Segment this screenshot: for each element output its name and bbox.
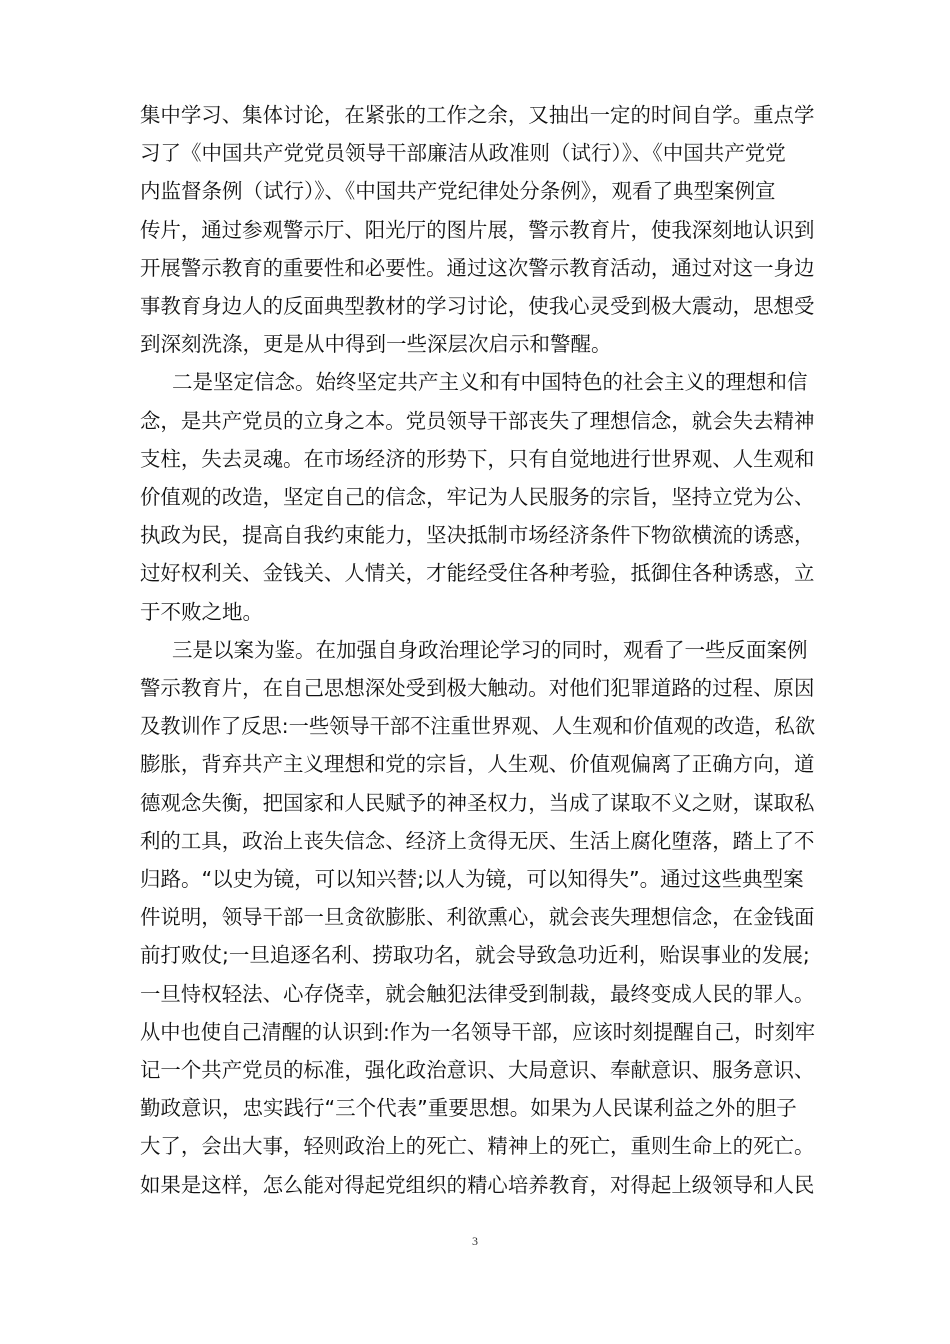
text-line: 开展警示教育的重要性和必要性。通过这次警示教育活动，通过对这一身边 — [140, 255, 815, 280]
text-line: 传片，通过参观警示厅、阳光厅的图片展，警示教育片，使我深刻地认识到 — [140, 217, 815, 242]
text-line: 一旦恃权轻法、心存侥幸，就会触犯法律受到制裁，最终变成人民的罪人。 — [140, 981, 815, 1006]
text-line: 价值观的改造，坚定自己的信念，牢记为人民服务的宗旨，坚持立党为公、 — [140, 485, 815, 509]
text-line: 习了《中国共产党党员领导干部廉洁从政准则（试行）》、《中国共产党党 — [140, 141, 786, 166]
text-line: 勤政意识，忠实践行“三个代表”重要思想。如果为人民谋利益之外的胆子 — [140, 1096, 797, 1121]
text-line: 执政为民，提高自我约束能力，坚决抵制市场经济条件下物欲横流的诱惑， — [140, 523, 815, 548]
text-line: 到深刻洗涤，更是从中得到一些深层次启示和警醒。 — [140, 332, 612, 357]
page-number: 3 — [472, 1234, 478, 1248]
text-line: 支柱，失去灵魂。在市场经济的形势下，只有自觉地进行世界观、人生观和 — [140, 446, 815, 471]
text-line: 大了，会出大事，轻则政治上的死亡、精神上的死亡，重则生命上的死亡。 — [140, 1134, 815, 1159]
text-line: 膨胀，背弃共产主义理想和党的宗旨，人生观、价值观偏离了正确方向，道 — [140, 752, 815, 777]
paragraph-first-line: 三是以案为鉴。在加强自身政治理论学习的同时，观看了一些反面案例 — [172, 637, 808, 662]
text-line: 内监督条例（试行）》、《中国共产党纪律处分条例》，观看了典型案例宣 — [140, 179, 776, 204]
text-line: 从中也使自己清醒的认识到:作为一名领导干部，应该时刻提醒自己，时刻牢 — [140, 1019, 816, 1044]
text-line: 及教训作了反思:一些领导干部不注重世界观、人生观和价值观的改造，私欲 — [140, 714, 816, 739]
text-line: 前打败仗;一旦追逐名利、捞取功名，就会导致急功近利，贻误事业的发展; — [140, 943, 810, 968]
text-line: 德观念失衡，把国家和人民赋予的神圣权力，当成了谋取不义之财，谋取私 — [140, 790, 815, 815]
paragraph-first-line: 二是坚定信念。始终坚定共产主义和有中国特色的社会主义的理想和信 — [172, 370, 808, 395]
text-line: 集中学习、集体讨论，在紧张的工作之余，又抽出一定的时间自学。重点学 — [140, 103, 815, 127]
text-line: 记一个共产党员的标准，强化政治意识、大局意识、奉献意识、服务意识、 — [140, 1058, 815, 1082]
text-line: 利的工具，政治上丧失信念、经济上贪得无厌、生活上腐化堕落，踏上了不 — [140, 828, 815, 853]
text-line: 归路。“以史为镜，可以知兴替;以人为镜，可以知得失”。通过这些典型案 — [140, 867, 804, 891]
text-line: 于不败之地。 — [140, 599, 263, 624]
text-line: 念，是共产党员的立身之本。党员领导干部丧失了理想信念，就会失去精神 — [140, 408, 815, 433]
text-line: 事教育身边人的反面典型教材的学习讨论，使我心灵受到极大震动，思想受 — [140, 294, 815, 318]
text-line: 警示教育片，在自己思想深处受到极大触动。对他们犯罪道路的过程、原因 — [140, 676, 815, 700]
text-line: 过好权利关、金钱关、人情关，才能经受住各种考验，抵御住各种诱惑，立 — [140, 561, 815, 586]
text-line: 件说明，领导干部一旦贪欲膨胀、利欲熏心，就会丧失理想信念，在金钱面 — [140, 905, 815, 930]
text-line: 如果是这样，怎么能对得起党组织的精心培养教育，对得起上级领导和人民 — [140, 1172, 815, 1197]
